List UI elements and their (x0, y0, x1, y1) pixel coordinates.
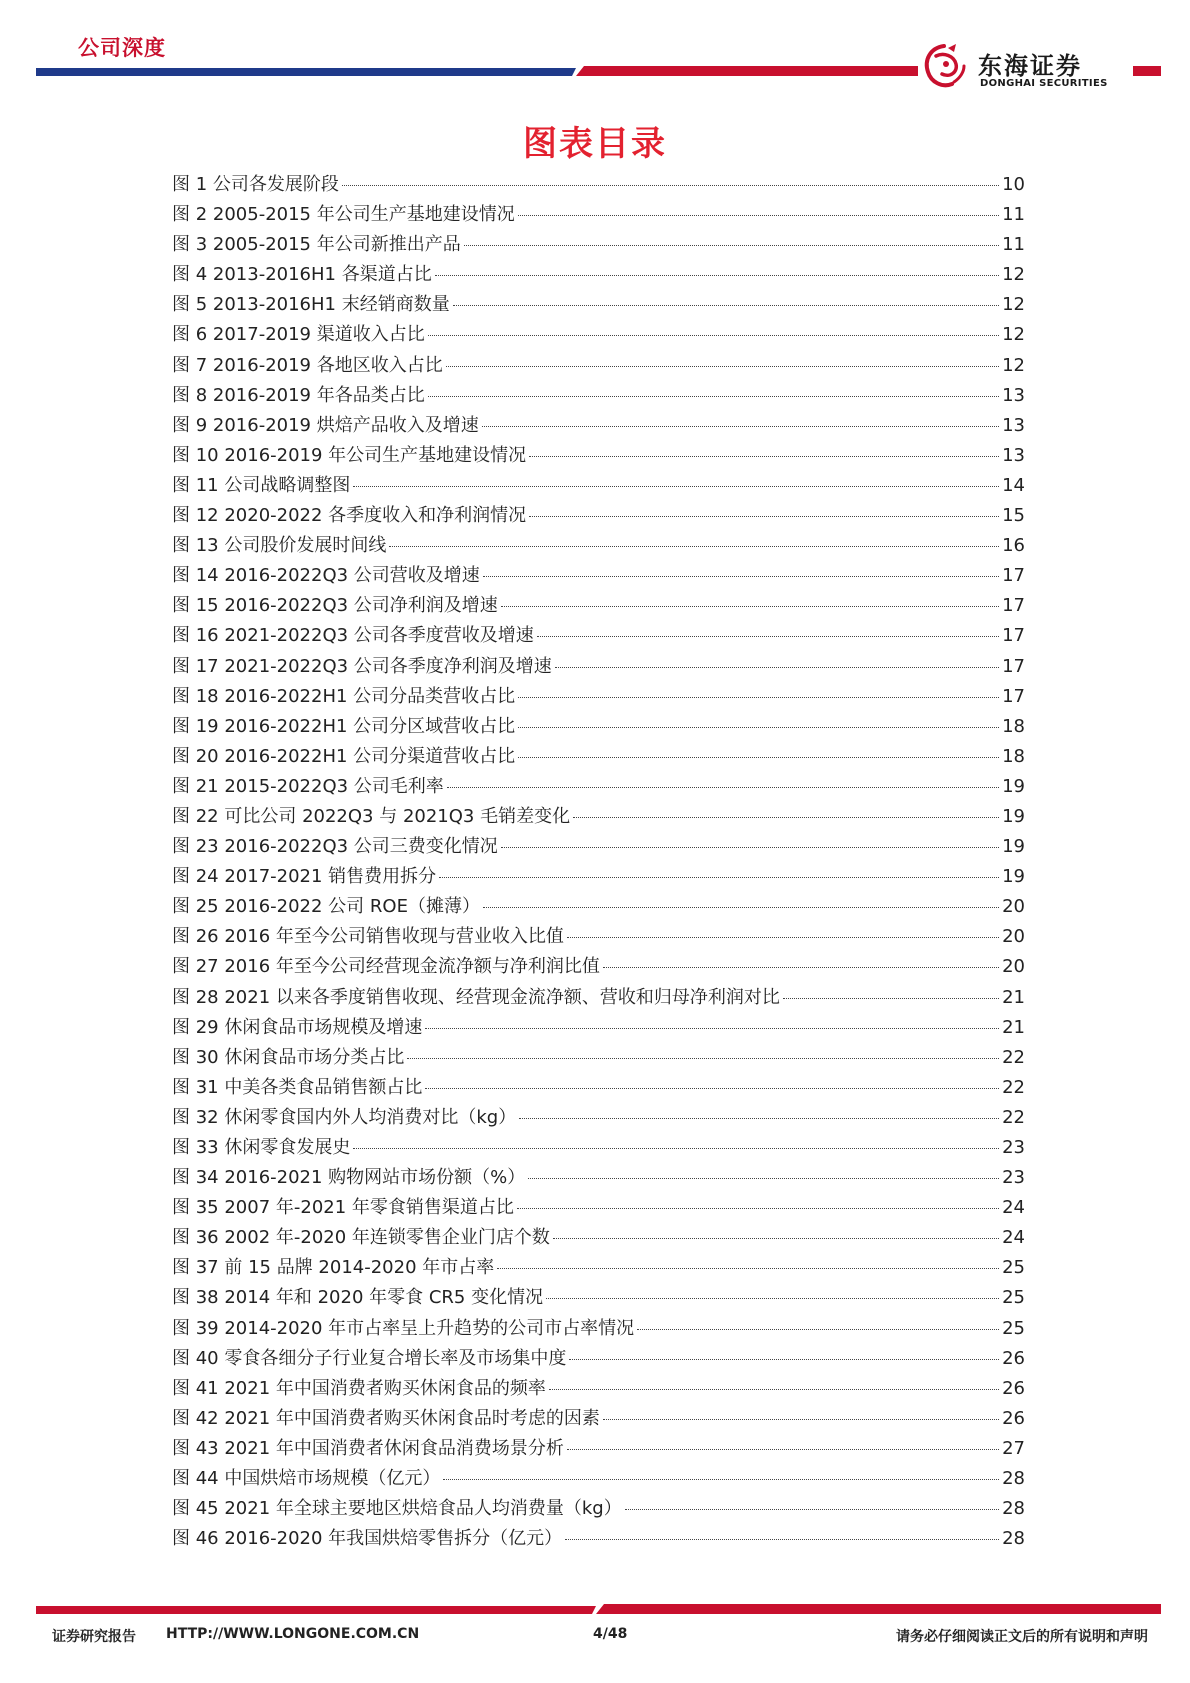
toc-entry-page[interactable]: 26 (1002, 1407, 1025, 1429)
toc-entry-page[interactable]: 25 (1002, 1287, 1025, 1309)
toc-dot-leader (483, 576, 999, 577)
toc-dot-leader (518, 727, 999, 728)
toc-entry[interactable] (172, 772, 1025, 802)
toc-entry-label[interactable]: 图 43 2021 年中国消费者休闲食品消费场景分析 (172, 1437, 564, 1459)
toc-entry-page[interactable]: 26 (1002, 1377, 1025, 1399)
toc-entry-label[interactable]: 图 42 2021 年中国消费者购买休闲食品时考虑的因素 (172, 1407, 600, 1429)
toc-dot-leader (443, 1479, 999, 1480)
toc-entry[interactable] (172, 1524, 1025, 1554)
toc-entry-page[interactable]: 17 (1002, 625, 1025, 647)
toc-entry-label[interactable]: 图 26 2016 年至今公司销售收现与营业收入比值 (172, 926, 564, 948)
toc-entry-label[interactable]: 图 34 2016-2021 购物网站市场份额（%） (172, 1167, 526, 1189)
toc-entry-label[interactable]: 图 15 2016-2022Q3 公司净利润及增速 (172, 595, 498, 617)
toc-entry-label[interactable]: 图 6 2017-2019 渠道收入占比 (172, 324, 425, 346)
toc-entry-label[interactable]: 图 25 2016-2022 公司 ROE（摊薄） (172, 896, 480, 918)
toc-entry-page[interactable]: 26 (1002, 1347, 1025, 1369)
toc-entry-page[interactable]: 15 (1002, 505, 1025, 527)
toc-entry[interactable] (172, 621, 1025, 651)
toc-dot-leader (453, 305, 999, 306)
footer-divider (36, 1604, 1161, 1614)
toc-entry[interactable] (172, 1404, 1025, 1434)
toc-entry-label[interactable]: 图 41 2021 年中国消费者购买休闲食品的频率 (172, 1377, 546, 1399)
toc-entry-label[interactable]: 图 19 2016-2022H1 公司分区域营收占比 (172, 715, 516, 737)
toc-dot-leader (603, 967, 999, 968)
toc-entry[interactable] (172, 1253, 1025, 1283)
toc-entry-label[interactable]: 图 30 休闲食品市场分类占比 (172, 1046, 405, 1068)
toc-entry[interactable] (172, 1374, 1025, 1404)
toc-entry-label[interactable]: 图 24 2017-2021 销售费用拆分 (172, 866, 437, 888)
toc-entry-page[interactable]: 21 (1002, 1016, 1025, 1038)
toc-entry-label[interactable]: 图 39 2014-2020 年市占率呈上升趋势的公司市占率情况 (172, 1317, 635, 1339)
toc-entry-label[interactable]: 图 45 2021 年全球主要地区烘焙食品人均消费量（kg） (172, 1498, 622, 1520)
toc-entry-page[interactable]: 28 (1002, 1498, 1025, 1520)
toc-entry[interactable] (172, 742, 1025, 772)
toc-entry-page[interactable]: 19 (1002, 805, 1025, 827)
toc-entry-label[interactable]: 图 7 2016-2019 各地区收入占比 (172, 354, 443, 376)
toc-entry-page[interactable]: 17 (1002, 685, 1025, 707)
toc-entry-label[interactable]: 图 11 公司战略调整图 (172, 474, 351, 496)
toc-entry-label[interactable]: 图 38 2014 年和 2020 年零食 CR5 变化情况 (172, 1287, 544, 1309)
toc-entry-label[interactable]: 图 21 2015-2022Q3 公司毛利率 (172, 775, 444, 797)
toc-entry-label[interactable]: 图 28 2021 以来各季度销售收现、经营现金流净额、营收和归母净利润对比 (172, 986, 780, 1008)
toc-entry-label[interactable]: 图 8 2016-2019 年各品类占比 (172, 384, 425, 406)
toc-entry-page[interactable]: 22 (1002, 1046, 1025, 1068)
toc-entry-page[interactable]: 18 (1002, 715, 1025, 737)
toc-entry[interactable] (172, 471, 1025, 501)
toc-dot-leader (603, 1419, 999, 1420)
toc-entry-label[interactable]: 图 46 2016-2020 年我国烘焙零售拆分（亿元） (172, 1528, 563, 1550)
figure-toc-list (172, 170, 1025, 1554)
toc-entry-label[interactable]: 图 13 公司股价发展时间线 (172, 535, 387, 557)
toc-entry[interactable] (172, 200, 1025, 230)
toc-entry-label[interactable]: 图 22 可比公司 2022Q3 与 2021Q3 毛销差变化 (172, 805, 571, 827)
toc-dot-leader (518, 215, 999, 216)
toc-entry-page[interactable]: 28 (1002, 1468, 1025, 1490)
toc-entry[interactable] (172, 501, 1025, 531)
toc-entry[interactable] (172, 1434, 1025, 1464)
toc-dot-leader (565, 1539, 999, 1540)
toc-entry-page[interactable]: 13 (1002, 384, 1025, 406)
toc-dot-leader (482, 426, 999, 427)
toc-entry-page[interactable]: 23 (1002, 1167, 1025, 1189)
toc-entry[interactable] (172, 441, 1025, 471)
toc-entry-label[interactable]: 图 5 2013-2016H1 末经销商数量 (172, 294, 450, 316)
toc-entry-page[interactable]: 20 (1002, 926, 1025, 948)
toc-dot-leader (625, 1509, 999, 1510)
toc-entry-label[interactable]: 图 36 2002 年-2020 年连锁零售企业门店个数 (172, 1227, 550, 1249)
toc-dot-leader (637, 1329, 999, 1330)
logo-english-text: DONGHAI SECURITIES (980, 78, 1108, 89)
toc-dot-leader (435, 275, 999, 276)
toc-entry-label[interactable]: 图 40 零食各细分子行业复合增长率及市场集中度 (172, 1347, 567, 1369)
toc-entry-page[interactable]: 11 (1002, 234, 1025, 256)
toc-entry-page[interactable]: 16 (1002, 535, 1025, 557)
toc-entry-page[interactable]: 17 (1002, 655, 1025, 677)
toc-entry-label[interactable]: 图 23 2016-2022Q3 公司三费变化情况 (172, 836, 498, 858)
toc-entry[interactable] (172, 1283, 1025, 1313)
toc-entry-label[interactable]: 图 44 中国烘焙市场规模（亿元） (172, 1468, 441, 1490)
toc-entry-page[interactable]: 24 (1002, 1227, 1025, 1249)
toc-entry-page[interactable]: 19 (1002, 836, 1025, 858)
toc-entry[interactable] (172, 1163, 1025, 1193)
toc-entry-page[interactable]: 12 (1002, 294, 1025, 316)
footer-page-number: 4/48 (593, 1626, 628, 1642)
toc-entry[interactable] (172, 260, 1025, 290)
toc-dot-leader (497, 1268, 999, 1269)
toc-dot-leader (537, 636, 999, 637)
toc-entry[interactable] (172, 652, 1025, 682)
toc-entry-page[interactable]: 21 (1002, 986, 1025, 1008)
toc-dot-leader (407, 1058, 999, 1059)
toc-entry[interactable] (172, 320, 1025, 350)
toc-dot-leader (553, 1238, 999, 1239)
toc-dot-leader (353, 1148, 999, 1149)
toc-dot-leader (518, 757, 999, 758)
toc-dot-leader (567, 1449, 999, 1450)
toc-entry[interactable] (172, 230, 1025, 260)
toc-dot-leader (447, 787, 999, 788)
toc-entry[interactable] (172, 1013, 1025, 1043)
toc-entry-label[interactable]: 图 4 2013-2016H1 各渠道占比 (172, 264, 432, 286)
toc-entry[interactable] (172, 591, 1025, 621)
toc-entry[interactable] (172, 952, 1025, 982)
toc-dot-leader (501, 606, 999, 607)
toc-entry-label[interactable]: 图 37 前 15 品牌 2014-2020 年市占率 (172, 1257, 495, 1279)
toc-dot-leader (517, 1208, 999, 1209)
toc-dot-leader (549, 1389, 999, 1390)
toc-entry-page[interactable]: 23 (1002, 1137, 1025, 1158)
dragon-logo-icon (918, 42, 970, 94)
toc-entry[interactable] (172, 1043, 1025, 1073)
toc-dot-leader (425, 1028, 999, 1029)
toc-entry-page[interactable]: 18 (1002, 745, 1025, 767)
toc-entry[interactable] (172, 170, 1025, 200)
toc-entry-label[interactable]: 图 3 2005-2015 年公司新推出产品 (172, 234, 461, 256)
toc-entry[interactable] (172, 1133, 1025, 1163)
toc-entry[interactable] (172, 922, 1025, 952)
toc-entry[interactable] (172, 862, 1025, 892)
toc-dot-leader (428, 396, 999, 397)
toc-entry[interactable] (172, 682, 1025, 712)
toc-dot-leader (569, 1359, 999, 1360)
toc-entry[interactable] (172, 561, 1025, 591)
footer-url-link[interactable]: HTTP://WWW.LONGONE.COM.CN (166, 1626, 420, 1642)
toc-dot-leader (783, 998, 999, 999)
toc-entry[interactable] (172, 983, 1025, 1013)
toc-dot-leader (546, 1298, 999, 1299)
toc-entry-page[interactable]: 12 (1002, 354, 1025, 376)
toc-entry[interactable] (172, 832, 1025, 862)
toc-entry-label[interactable]: 图 35 2007 年-2021 年零食销售渠道占比 (172, 1197, 514, 1219)
toc-title: 图表目录 (523, 124, 667, 164)
toc-entry-page[interactable]: 17 (1002, 565, 1025, 587)
toc-entry-page[interactable]: 19 (1002, 775, 1025, 797)
toc-dot-leader (439, 877, 999, 878)
toc-entry-page[interactable]: 27 (1002, 1437, 1025, 1459)
toc-dot-leader (573, 817, 999, 818)
toc-entry-label[interactable]: 图 31 中美各类食品销售额占比 (172, 1076, 423, 1098)
toc-dot-leader (501, 847, 999, 848)
toc-entry-page[interactable]: 13 (1002, 444, 1025, 466)
toc-entry[interactable] (172, 712, 1025, 742)
toc-dot-leader (529, 516, 999, 517)
toc-entry-label[interactable]: 图 14 2016-2022Q3 公司营收及增速 (172, 565, 480, 587)
section-tag: 公司深度 (78, 36, 166, 60)
toc-entry-page[interactable]: 25 (1002, 1257, 1025, 1279)
toc-dot-leader (425, 1088, 999, 1089)
toc-entry[interactable] (172, 381, 1025, 411)
footer-disclaimer: 请务必仔细阅读正文后的所有说明和声明 (896, 1629, 1148, 1645)
toc-entry-label[interactable]: 图 9 2016-2019 烘焙产品收入及增速 (172, 414, 479, 436)
toc-dot-leader (342, 185, 999, 186)
toc-entry-page[interactable]: 22 (1002, 1106, 1025, 1128)
toc-dot-leader (555, 667, 999, 668)
toc-entry[interactable] (172, 1344, 1025, 1374)
toc-entry[interactable] (172, 1103, 1025, 1133)
toc-entry-label[interactable]: 图 1 公司各发展阶段 (172, 174, 339, 195)
toc-entry-label[interactable]: 图 2 2005-2015 年公司生产基地建设情况 (172, 204, 515, 226)
toc-entry[interactable] (172, 1464, 1025, 1494)
toc-entry[interactable] (172, 290, 1025, 320)
toc-entry-label[interactable]: 图 12 2020-2022 各季度收入和净利润情况 (172, 505, 527, 527)
toc-entry-page[interactable]: 14 (1002, 474, 1025, 496)
toc-dot-leader (519, 1118, 999, 1119)
toc-dot-leader (518, 697, 999, 698)
toc-entry[interactable] (172, 802, 1025, 832)
toc-entry[interactable] (172, 1193, 1025, 1223)
toc-entry-label[interactable]: 图 10 2016-2019 年公司生产基地建设情况 (172, 444, 527, 466)
toc-dot-leader (446, 366, 999, 367)
toc-dot-leader (428, 335, 999, 336)
footer-report-type: 证券研究报告 (52, 1629, 136, 1645)
toc-entry-label[interactable]: 图 29 休闲食品市场规模及增速 (172, 1016, 423, 1038)
logo-chinese-text: 东海证券 (978, 52, 1082, 80)
toc-entry-page[interactable]: 10 (1002, 174, 1025, 195)
toc-entry-label[interactable]: 图 16 2021-2022Q3 公司各季度营收及增速 (172, 625, 534, 647)
toc-entry-page[interactable]: 28 (1002, 1528, 1025, 1550)
toc-entry[interactable] (172, 1314, 1025, 1344)
toc-entry-label[interactable]: 图 32 休闲零食国内外人均消费对比（kg） (172, 1106, 517, 1128)
toc-entry-page[interactable]: 22 (1002, 1076, 1025, 1098)
toc-entry-page[interactable]: 17 (1002, 595, 1025, 617)
toc-entry-label[interactable]: 图 18 2016-2022H1 公司分品类营收占比 (172, 685, 516, 707)
toc-entry-label[interactable]: 图 17 2021-2022Q3 公司各季度净利润及增速 (172, 655, 552, 677)
toc-entry-page[interactable]: 11 (1002, 204, 1025, 226)
toc-entry[interactable] (172, 1223, 1025, 1253)
brand-logo (918, 42, 1133, 94)
toc-entry-page[interactable]: 25 (1002, 1317, 1025, 1339)
toc-entry-label[interactable]: 图 20 2016-2022H1 公司分渠道营收占比 (172, 745, 516, 767)
toc-entry-page[interactable]: 12 (1002, 264, 1025, 286)
toc-entry[interactable] (172, 411, 1025, 441)
toc-entry-page[interactable]: 20 (1002, 896, 1025, 918)
toc-entry-page[interactable]: 20 (1002, 956, 1025, 978)
toc-entry-page[interactable]: 13 (1002, 414, 1025, 436)
toc-entry-page[interactable]: 12 (1002, 324, 1025, 346)
toc-entry[interactable] (172, 531, 1025, 561)
toc-entry[interactable] (172, 892, 1025, 922)
toc-entry[interactable] (172, 351, 1025, 381)
toc-entry-label[interactable]: 图 33 休闲零食发展史 (172, 1137, 351, 1158)
toc-dot-leader (529, 456, 999, 457)
toc-dot-leader (567, 937, 999, 938)
toc-entry[interactable] (172, 1494, 1025, 1524)
toc-entry-page[interactable]: 19 (1002, 866, 1025, 888)
toc-dot-leader (353, 486, 999, 487)
toc-dot-leader (483, 907, 999, 908)
toc-entry-page[interactable]: 24 (1002, 1197, 1025, 1219)
toc-dot-leader (528, 1178, 999, 1179)
toc-entry[interactable] (172, 1073, 1025, 1103)
toc-dot-leader (389, 546, 999, 547)
toc-entry-label[interactable]: 图 27 2016 年至今公司经营现金流净额与净利润比值 (172, 956, 600, 978)
toc-dot-leader (464, 245, 999, 246)
